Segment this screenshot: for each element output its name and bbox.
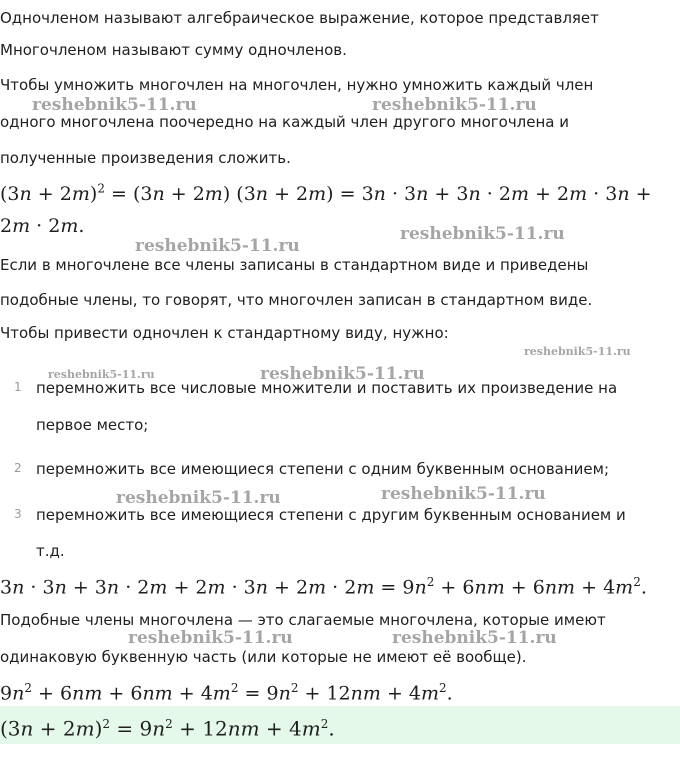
text-line: одного многочлена поочередно на каждый член другого многочлена и (0, 113, 570, 131)
watermark: reshebnik5-11.ru (135, 236, 300, 256)
watermark: reshebnik5-11.ru (524, 345, 631, 358)
list-item-text: перемножить все имеющиеся степени с другим буквенным основанием и (36, 506, 626, 524)
formula-combine: $9n^2 + 6nm + 6nm + 4m^2 = 9n^2 + 12nm + 4m^2$. (0, 681, 453, 705)
text-line: Чтобы привести одночлен к стандартному виду, нужно: (0, 324, 449, 342)
text-line: Подобные члены многочлена — это слагаемые многочлена, которые имеют (0, 611, 606, 629)
list-item-text: т.д. (36, 542, 65, 560)
formula-expansion-line2: 2m · 2m. (0, 215, 85, 237)
text-line: Если в многочлене все члены записаны в стандартном виде и приведены (0, 256, 589, 274)
watermark: reshebnik5-11.ru (32, 95, 197, 115)
watermark: reshebnik5-11.ru (128, 628, 293, 648)
list-number: 2 (14, 461, 22, 475)
text-line: Одночленом называют алгебраическое выражение, которое представляет (0, 9, 599, 27)
text-line: Многочленом называют сумму одночленов. (0, 41, 347, 59)
text-line: полученные произведения сложить. (0, 149, 291, 167)
watermark: reshebnik5-11.ru (116, 488, 281, 508)
list-item-text: перемножить все имеющиеся степени с одним буквенным основанием; (36, 460, 610, 478)
formula-product: $3n \cdot 3n + 3n \cdot 2m + 2m \cdot 3n + 2m \cdot 2m = 9n^2 + 6nm + 6nm + 4m^2$. (0, 575, 647, 599)
list-number: 1 (14, 380, 22, 394)
watermark: reshebnik5-11.ru (260, 364, 425, 384)
list-item-text: первое место; (36, 416, 149, 434)
text-line: одинаковую буквенную часть (или которые не имеют её вообще). (0, 648, 527, 666)
watermark: reshebnik5-11.ru (372, 95, 537, 115)
watermark: reshebnik5-11.ru (48, 368, 155, 381)
watermark: reshebnik5-11.ru (381, 484, 546, 504)
text-line: подобные члены, то говорят, что многочлен записан в стандартном виде. (0, 291, 593, 309)
list-item-text: перемножить все числовые множители и поставить их произведение на (36, 379, 618, 397)
formula-result: $(3n + 2m)^2 = 9n^2 + 12nm + 4m^2$. (0, 716, 335, 741)
watermark: reshebnik5-11.ru (392, 628, 557, 648)
formula-expansion-line1: $(3n + 2m)^2 = (3n + 2m)$ (3n + 2m) = 3n · 3n + 3n · 2m + 2m · 3n + (0, 182, 652, 206)
list-number: 3 (14, 507, 22, 521)
text-line: Чтобы умножить многочлен на многочлен, нужно умножить каждый член (0, 76, 594, 94)
watermark: reshebnik5-11.ru (400, 224, 565, 244)
